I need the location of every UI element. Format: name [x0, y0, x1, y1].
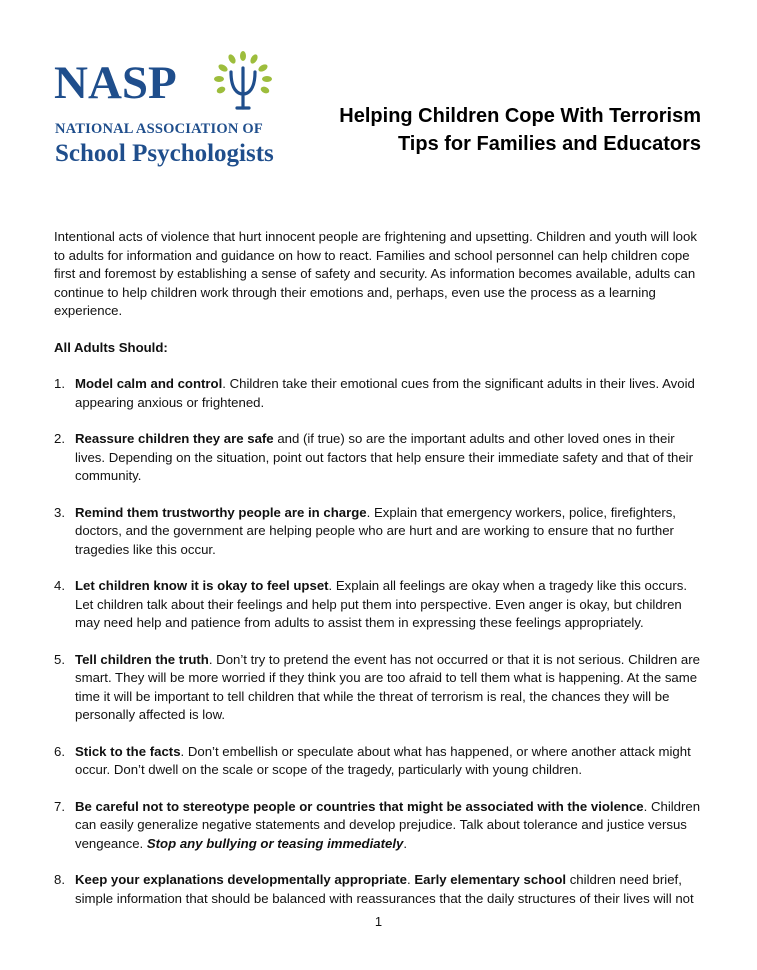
item-number: 3.: [54, 504, 65, 520]
item-number: 5.: [54, 651, 65, 667]
item-number: 8.: [54, 872, 65, 887]
item-lead: Reassure children they are safe: [75, 431, 274, 446]
item-text: . Don’t try to pretend the event has not occurred or that it is not serious. Children are smart. They will be more worried if they think you are too afraid to tell them what is happening. At the same time it will be important to tell children that while the threat of terrorism is real, the chances they will be personally affected is low.: [75, 651, 700, 722]
logo-acronym: NASP: [54, 57, 177, 109]
item-lead: Be careful not to stereotype people or countries that might be associated with the violence: [75, 798, 644, 814]
list-item: [54, 651, 704, 725]
document-title: Helping Children Cope With Terrorism: [339, 105, 701, 127]
intro-paragraph: Intentional acts of violence that hurt innocent people are frightening and upsetting. Children and youth will look to adults for information and guidance on how to react. Families and school personnel can help children cope first and foremost by establishing a sense of safety and security. As information becomes available, adults can continue to help children work through their emotions and, perhaps, even use the process as a learning experience.: [54, 229, 697, 318]
item-number: 1.: [54, 376, 65, 391]
list-item: [54, 430, 704, 486]
item-number: 2.: [54, 431, 65, 446]
document-body: [54, 228, 704, 926]
item-text: . Explain that emergency workers, police, firefighters, doctors, and the government are helping people who are hurt and are working to ensure that no further tragedies like this occur.: [75, 504, 676, 557]
page-number: 1: [374, 914, 383, 929]
section-heading: All Adults Should:: [54, 339, 168, 355]
list-item: [54, 577, 704, 633]
item-text: . Don’t embellish or speculate about what has happened, or where another attack might occur. Don’t dwell on the scale or scope of the tragedy, particularly with young children.: [75, 743, 691, 777]
item-text-secondary: children need brief, simple information that should be balanced with reassurances that the daily structures of their lives will not: [75, 872, 694, 906]
list-item: [54, 743, 704, 780]
item-lead-secondary: Early elementary school: [414, 872, 567, 887]
item-lead: Stick to the facts: [75, 743, 181, 759]
item-tail: .: [403, 835, 408, 851]
list-item: [54, 871, 704, 908]
item-text: . Explain all feelings are okay when a tragedy like this occurs. Let children talk about their feelings and help put them into perspective. Even anger is okay, but children may need help and patience from adults to assist them in expressing these feelings appropriately.: [75, 578, 687, 630]
item-text: .: [406, 872, 415, 887]
item-lead: Tell children the truth: [75, 651, 209, 667]
list-item: [54, 798, 704, 854]
logo-org-line2: School Psychologists: [55, 140, 274, 167]
item-text: . Children can easily generalize negative statements and develop prejudice. Talk about tolerance and justice versus vengeance.: [75, 798, 701, 851]
document-subtitle: Tips for Families and Educators: [397, 133, 701, 155]
tips-list: [54, 375, 704, 908]
item-lead: Keep your explanations developmentally appropriate: [75, 872, 407, 887]
item-number: 4.: [54, 578, 65, 593]
item-emphasis: Stop any bullying or teasing immediately: [146, 835, 404, 851]
item-lead: Model calm and control: [75, 376, 223, 391]
item-text: . Children take their emotional cues from the significant adults in their lives. Avoid appearing anxious or frightened.: [75, 376, 695, 410]
nasp-logo: [54, 40, 274, 180]
list-item: [54, 375, 704, 412]
document-header: [339, 102, 701, 158]
item-lead: Let children know it is okay to feel upset: [75, 578, 329, 593]
list-item: [54, 504, 704, 560]
psi-leaf-icon: [212, 50, 274, 112]
item-text: and (if true) so are the important adults and other loved ones in their lives. Depending on the situation, point out factors that help ensure their immediate safety and that of their community.: [75, 431, 693, 483]
item-number: 6.: [54, 743, 65, 759]
item-lead: Remind them trustworthy people are in charge: [75, 504, 367, 520]
item-number: 7.: [54, 798, 65, 814]
logo-org-line1: NATIONAL ASSOCIATION OF: [55, 121, 263, 137]
